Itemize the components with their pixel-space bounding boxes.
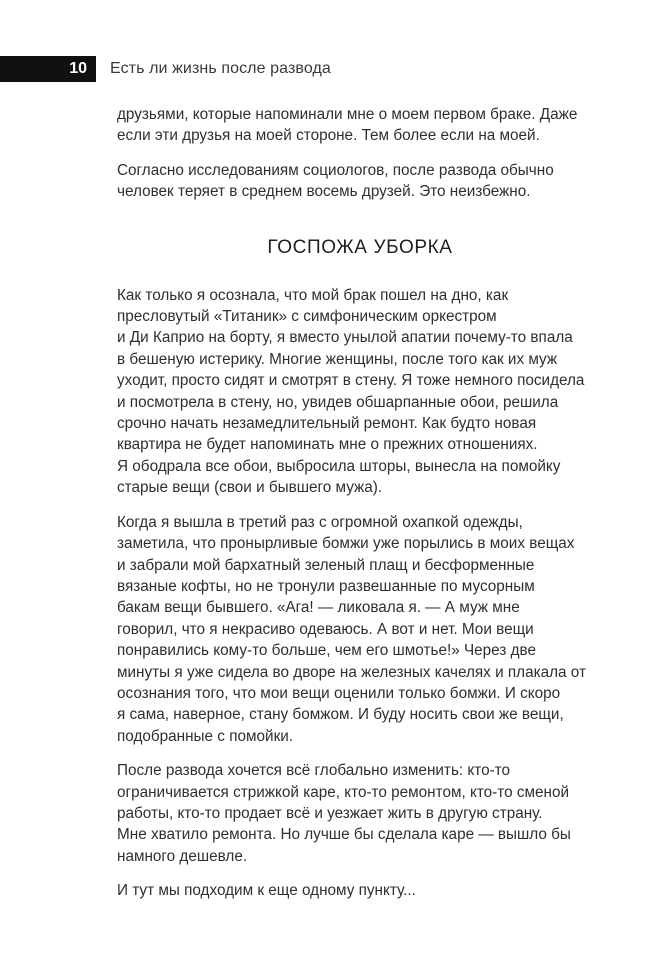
text-line: осознания того, что мои вещи оценили только бомжи. И скоро [117,684,561,702]
paragraph [117,285,603,499]
text-line: Я ободрала все обои, выбросила шторы, вынесла на помойку [117,457,561,475]
text-line: работы, кто-то продает всё и уезжает жить в другую страну. [117,804,543,822]
running-head [0,56,331,82]
text-line: И тут мы подходим к еще одному пункту... [117,882,416,900]
text-line: подобранные с помойки. [117,727,294,745]
text-line: уходит, просто сидят и смотрят в стену. Я тоже немного посидела [117,372,585,390]
text-line: бакам вещи бывшего. «Ага! — ликовала я. — А муж мне [117,599,520,617]
text-line: Согласно исследованиям социологов, после развода обычно [117,161,554,179]
text-line: квартира не будет напоминать мне о прежних отношениях. [117,436,538,454]
text-line: в бешеную истерику. Многие женщины, после того как их муж [117,350,558,368]
text-line: минуты я уже сидела во дворе на железных качелях и плакала от [117,663,586,681]
section-heading: ГОСПОЖА УБОРКА [267,236,453,258]
text-line: и Ди Каприо на борту, я вместо унылой апатии почему-то впала [117,329,573,347]
text-line: и посмотрела в стену, но, увидев обшарпанные обои, решила [117,393,559,411]
paragraph [117,760,603,867]
text-line: Мне хватило ремонта. Но лучше бы сделала каре — вышло бы [117,826,571,844]
paragraph [117,160,603,203]
page-body [117,104,603,915]
text-line: и забрали мой бархатный зеленый плащ и бесформенные [117,556,535,574]
running-title: Есть ли жизнь после развода [110,60,331,77]
text-line: заметила, что пронырливые бомжи уже порылись в моих вещах [117,535,575,553]
text-line: ограничивается стрижкой каре, кто-то ремонтом, кто-то сменой [117,783,570,801]
paragraph [117,104,603,147]
text-line: понравились кому-то больше, чем его шмотье!» Через две [117,642,536,660]
text-line: вязаные кофты, но не тронули развешанные по мусорным [117,577,535,595]
text-line: намного дешевле. [117,847,248,865]
text-line: человек теряет в среднем восемь друзей. Это неизбежно. [117,183,531,201]
text-line: срочно начать незамедлительный ремонт. Как будто новая [117,415,537,433]
section-body [117,285,603,902]
text-line: я сама, наверное, стану бомжом. И буду носить свои же вещи, [117,706,564,724]
text-line: Как только я осознала, что мой брак пошел на дно, как [117,286,509,304]
text-line: пресловутый «Титаник» с симфоническим оркестром [117,308,497,326]
text-line: Когда я вышла в третий раз с огромной охапкой одежды, [117,513,523,531]
text-line: если эти друзья на моей стороне. Тем более если на моей. [117,127,540,145]
page-number: 10 [0,56,96,82]
text-line: друзьями, которые напоминали мне о моем первом браке. Даже [117,106,578,123]
text-line: говорил, что я некрасиво одеваюсь. А вот и нет. Мои вещи [117,620,534,638]
paragraph [117,880,603,901]
text-line: старые вещи (свои и бывшего мужа). [117,479,383,497]
intro-text [117,104,603,203]
text-line: После развода хочется всё глобально изменить: кто-то [117,762,511,780]
paragraph [117,512,603,747]
